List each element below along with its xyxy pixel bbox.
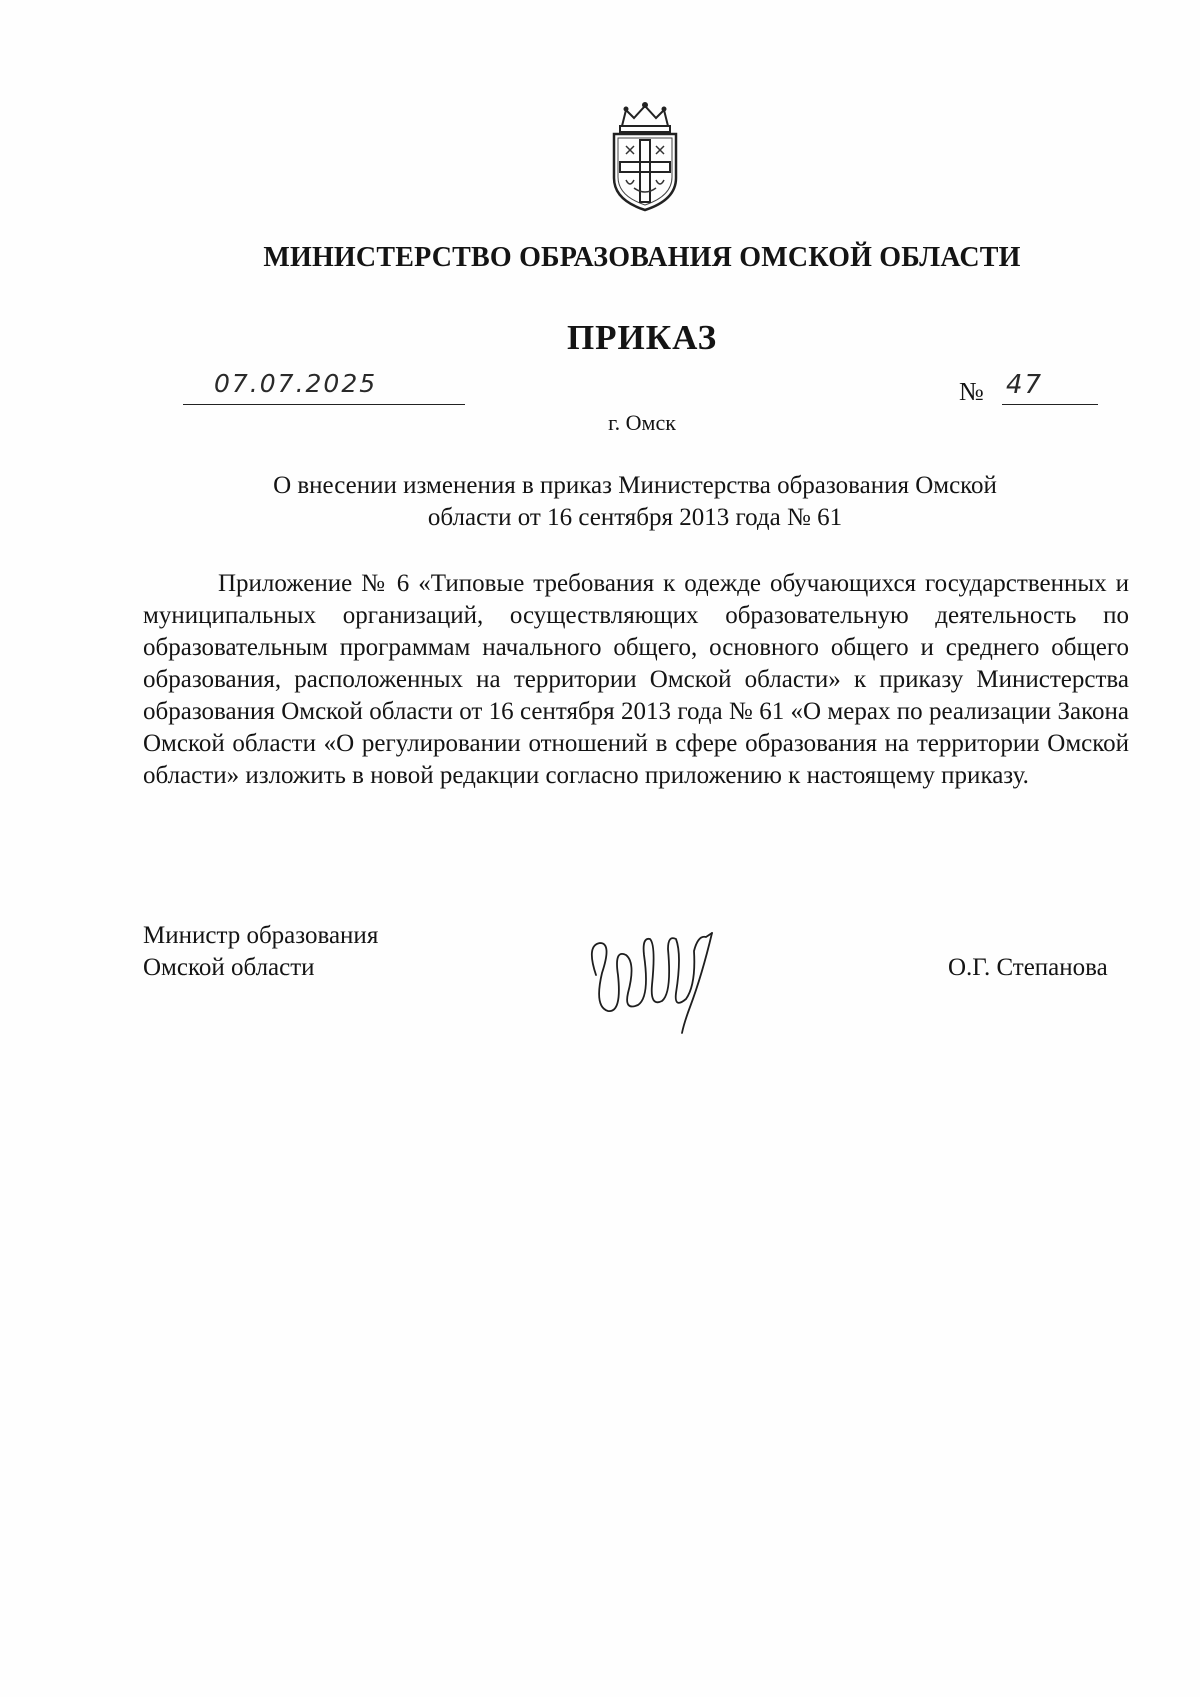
signer-position-line-1: Министр образования: [143, 922, 379, 949]
subject-line-2: области от 16 сентября 2013 года № 61: [427, 504, 843, 531]
order-subject: [220, 470, 1050, 534]
date-underline: [183, 404, 465, 405]
number-underline: [1002, 404, 1098, 405]
coat-of-arms-icon: [600, 100, 690, 214]
handwritten-signature-icon: [578, 915, 738, 1035]
order-date: 07.07.2025: [214, 369, 378, 398]
ministry-name: МИНИСТЕРСТВО ОБРАЗОВАНИЯ ОМСКОЙ ОБЛАСТИ: [263, 242, 1021, 273]
issue-city: г. Омск: [608, 410, 676, 435]
order-number: 47: [1006, 370, 1044, 400]
document-type-title: ПРИКАЗ: [566, 318, 718, 357]
signer-position: [143, 920, 483, 984]
number-sign: №: [959, 377, 984, 406]
order-body-paragraph: Приложение № 6 «Типовые требования к одежде обучающихся государственных и муниципальных организаций, осуществляющих образовательную деятельность по образовательным программам начального общего, основного общего и среднего общего образования, расположенных на территории Омской области» к приказу Министерства образования Омской области от 16 сентября 2013 года № 61 «О мерах по реализации Закона Омской области «О регулировании отношений в сфере образования на территории Омской области» изложить в новой редакции согласно приложению к настоящему приказу.: [143, 570, 1129, 789]
subject-line-1: О внесении изменения в приказ Министерства образования Омской: [273, 472, 997, 499]
signer-name: О.Г. Степанова: [948, 954, 1108, 981]
signer-position-line-2: Омской области: [143, 954, 315, 981]
